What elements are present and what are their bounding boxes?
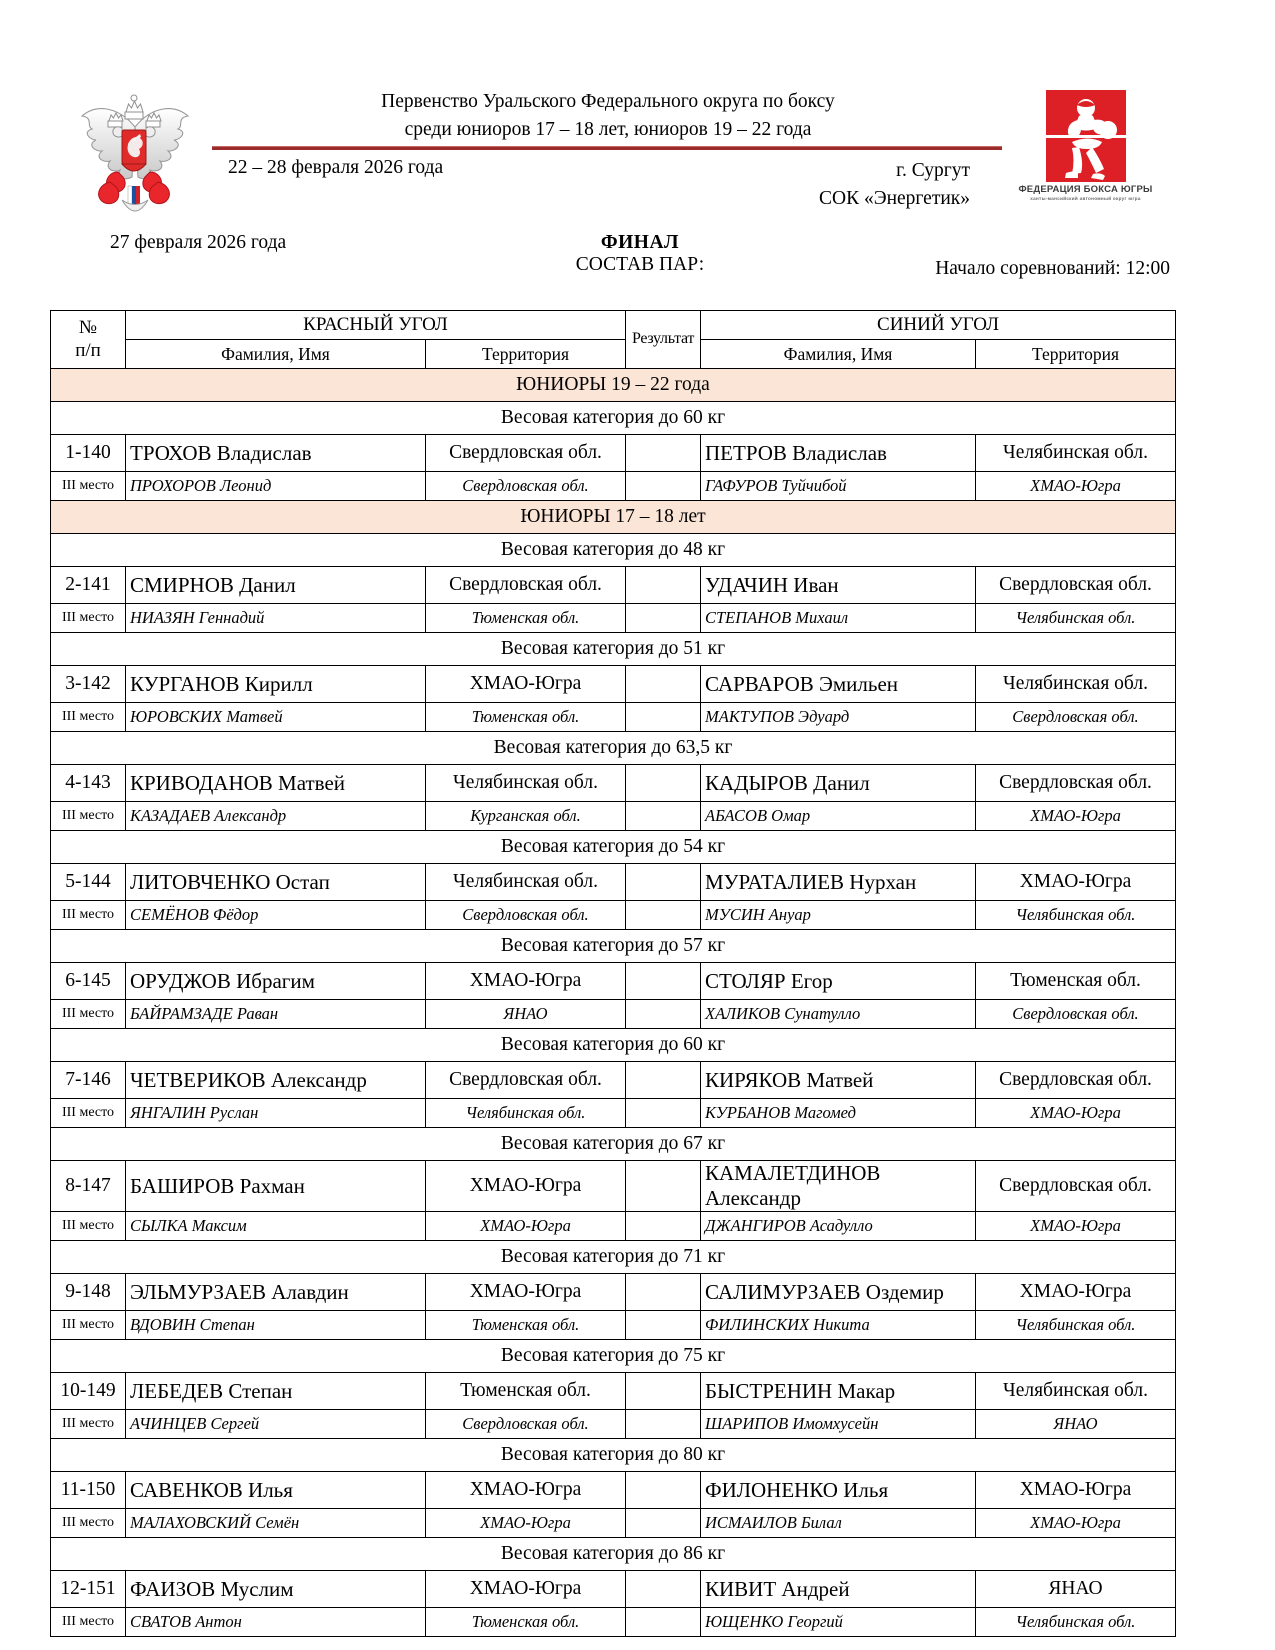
third-place-red-corner-territory: Свердловская обл.: [426, 472, 626, 501]
third-place-blue-corner-territory: ХМАО-Югра: [976, 802, 1176, 831]
red-corner-territory: Свердловская обл.: [426, 1062, 626, 1099]
weight-category-row: [51, 1439, 1176, 1472]
weight-category-label: Весовая категория до 54 кг: [51, 831, 1176, 864]
blue-corner-territory: Челябинская обл.: [976, 435, 1176, 472]
third-place-red-corner-territory: Тюменская обл.: [426, 1608, 626, 1637]
red-corner-name: ФАИЗОВ Муслим: [126, 1571, 426, 1608]
column-header-blue-territory: Территория: [976, 340, 1176, 369]
third-place-blue-corner-name: МУСИН Ануар: [701, 901, 976, 930]
bout-row: [51, 666, 1176, 703]
third-place-blue-corner-territory: ЯНАО: [976, 1410, 1176, 1439]
third-place-row: [51, 901, 1176, 930]
bout-number: 7-146: [51, 1062, 126, 1099]
third-place-red-corner-territory: ЯНАО: [426, 1000, 626, 1029]
third-place-blue-corner-name: ХАЛИКОВ Сунатулло: [701, 1000, 976, 1029]
third-place-bout-number: III место: [51, 1509, 126, 1538]
table-header-row-2: [51, 340, 1176, 369]
third-place-row: [51, 1311, 1176, 1340]
third-place-bout-number: III место: [51, 604, 126, 633]
red-corner-territory: ХМАО-Югра: [426, 1571, 626, 1608]
title-line-1: Первенство Уральского Федерального округа по боксу: [381, 91, 835, 112]
red-corner-name: ТРОХОВ Владислав: [126, 435, 426, 472]
bout-number: 6-145: [51, 963, 126, 1000]
logo-stripe: [1046, 135, 1126, 138]
blue-corner-name: САРВАРОВ Эмильен: [701, 666, 976, 703]
blue-corner-territory: Свердловская обл.: [976, 1062, 1176, 1099]
third-place-result-cell: [626, 1311, 701, 1340]
third-place-row: [51, 472, 1176, 501]
third-place-red-corner-territory: Свердловская обл.: [426, 901, 626, 930]
bout-number: 11-150: [51, 1472, 126, 1509]
third-place-blue-corner-name: ФИЛИНСКИХ Никита: [701, 1311, 976, 1340]
blue-corner-name: ФИЛОНЕНКО Илья: [701, 1472, 976, 1509]
blue-corner-name: УДАЧИН Иван: [701, 567, 976, 604]
bout-number: 9-148: [51, 1274, 126, 1311]
third-place-row: [51, 1509, 1176, 1538]
weight-category-row: [51, 1538, 1176, 1571]
weight-category-row: [51, 1029, 1176, 1062]
third-place-bout-number: III место: [51, 802, 126, 831]
blue-corner-territory: Челябинская обл.: [976, 1373, 1176, 1410]
third-place-red-corner-territory: Челябинская обл.: [426, 1099, 626, 1128]
third-place-bout-number: III место: [51, 1410, 126, 1439]
third-place-result-cell: [626, 1509, 701, 1538]
blue-corner-territory: ХМАО-Югра: [976, 864, 1176, 901]
third-place-red-corner-territory: Курганская обл.: [426, 802, 626, 831]
red-corner-territory: Свердловская обл.: [426, 567, 626, 604]
third-place-blue-corner-name: ЮЩЕНКО Георгий: [701, 1608, 976, 1637]
third-place-bout-number: III место: [51, 1000, 126, 1029]
blue-corner-name: КИВИТ Андрей: [701, 1571, 976, 1608]
weight-category-row: [51, 534, 1176, 567]
bout-row: [51, 1571, 1176, 1608]
age-group-row: [51, 369, 1176, 402]
third-place-blue-corner-name: КУРБАНОВ Магомед: [701, 1099, 976, 1128]
event-location: [700, 157, 970, 212]
third-place-blue-corner-territory: ХМАО-Югра: [976, 1212, 1176, 1241]
result-cell: [626, 1571, 701, 1608]
bout-number: 3-142: [51, 666, 126, 703]
third-place-result-cell: [626, 472, 701, 501]
third-place-blue-corner-name: СТЕПАНОВ Михаил: [701, 604, 976, 633]
third-place-blue-corner-territory: Челябинская обл.: [976, 604, 1176, 633]
third-place-row: [51, 1410, 1176, 1439]
column-header-red-territory: Территория: [426, 340, 626, 369]
blue-corner-name: МУРАТАЛИЕВ Нурхан: [701, 864, 976, 901]
result-cell: [626, 1062, 701, 1099]
third-place-row: [51, 802, 1176, 831]
blue-corner-name: ПЕТРОВ Владислав: [701, 435, 976, 472]
russian-boxing-federation-emblem-icon: [70, 82, 200, 217]
result-cell: [626, 864, 701, 901]
red-corner-territory: ХМАО-Югра: [426, 666, 626, 703]
weight-category-row: [51, 633, 1176, 666]
third-place-bout-number: III место: [51, 1212, 126, 1241]
red-corner-territory: Тюменская обл.: [426, 1373, 626, 1410]
red-corner-territory: Челябинская обл.: [426, 765, 626, 802]
red-corner-territory: ХМАО-Югра: [426, 1274, 626, 1311]
document-header: [0, 0, 1275, 215]
event-venue: СОК «Энергетик»: [818, 187, 970, 209]
bout-row: [51, 1472, 1176, 1509]
bout-pairs-table: [50, 310, 1176, 1637]
weight-category-row: [51, 831, 1176, 864]
column-header-blue-corner: СИНИЙ УГОЛ: [701, 311, 1176, 340]
red-corner-name: ЛЕБЕДЕВ Степан: [126, 1373, 426, 1410]
red-corner-name: КРИВОДАНОВ Матвей: [126, 765, 426, 802]
table-body: [51, 369, 1176, 1637]
weight-category-label: Весовая категория до 75 кг: [51, 1340, 1176, 1373]
bout-number: 2-141: [51, 567, 126, 604]
third-place-blue-corner-territory: ХМАО-Югра: [976, 472, 1176, 501]
bout-number: 5-144: [51, 864, 126, 901]
third-place-row: [51, 604, 1176, 633]
competition-day-date: 27 февраля 2026 года: [110, 232, 287, 253]
weight-category-label: Весовая категория до 63,5 кг: [51, 732, 1176, 765]
red-corner-territory: ХМАО-Югра: [426, 963, 626, 1000]
third-place-result-cell: [626, 703, 701, 732]
bout-number: 10-149: [51, 1373, 126, 1410]
red-corner-territory: ХМАО-Югра: [426, 1472, 626, 1509]
blue-corner-name: БЫСТРЕНИН Макар: [701, 1373, 976, 1410]
age-group-row: [51, 501, 1176, 534]
third-place-blue-corner-name: ГАФУРОВ Туйчибой: [701, 472, 976, 501]
blue-corner-name: САЛИМУРЗАЕВ Оздемир: [701, 1274, 976, 1311]
header-second-row: [0, 232, 1275, 278]
third-place-bout-number: III место: [51, 703, 126, 732]
third-place-red-corner-name: СВАТОВ Антон: [126, 1608, 426, 1637]
age-group-label: ЮНИОРЫ 17 – 18 лет: [51, 501, 1176, 534]
blue-corner-territory: Свердловская обл.: [976, 567, 1176, 604]
red-corner-name: СМИРНОВ Данил: [126, 567, 426, 604]
blue-corner-territory: ЯНАО: [976, 1571, 1176, 1608]
result-cell: [626, 765, 701, 802]
weight-category-label: Весовая категория до 71 кг: [51, 1241, 1176, 1274]
red-corner-name: ОРУДЖОВ Ибрагим: [126, 963, 426, 1000]
third-place-row: [51, 703, 1176, 732]
federation-logo-text: ФЕДЕРАЦИЯ БОКСА ЮГРЫ: [1018, 184, 1153, 195]
third-place-result-cell: [626, 802, 701, 831]
red-corner-name: ЧЕТВЕРИКОВ Александр: [126, 1062, 426, 1099]
column-header-red-name: Фамилия, Имя: [126, 340, 426, 369]
third-place-bout-number: III место: [51, 1608, 126, 1637]
weight-category-label: Весовая категория до 86 кг: [51, 1538, 1176, 1571]
bout-row: [51, 1274, 1176, 1311]
third-place-red-corner-name: ВДОВИН Степан: [126, 1311, 426, 1340]
third-place-blue-corner-name: ДЖАНГИРОВ Асадулло: [701, 1212, 976, 1241]
weight-category-label: Весовая категория до 60 кг: [51, 402, 1176, 435]
bout-number: 4-143: [51, 765, 126, 802]
bout-row: [51, 864, 1176, 901]
third-place-red-corner-name: БАЙРАМЗАДЕ Раван: [126, 1000, 426, 1029]
table-head: [51, 311, 1176, 369]
stage-label: ФИНАЛ: [600, 232, 680, 253]
third-place-result-cell: [626, 1608, 701, 1637]
column-header-number-line1: №: [78, 317, 98, 339]
third-place-bout-number: III место: [51, 1099, 126, 1128]
red-corner-name: КУРГАНОВ Кирилл: [126, 666, 426, 703]
red-corner-territory: ХМАО-Югра: [426, 1161, 626, 1212]
column-header-blue-name: Фамилия, Имя: [701, 340, 976, 369]
event-dates: 22 – 28 февраля 2026 года: [228, 157, 444, 178]
bout-number: 12-151: [51, 1571, 126, 1608]
yugra-boxing-federation-logo: [1018, 90, 1153, 208]
bout-row: [51, 1161, 1176, 1212]
result-cell: [626, 435, 701, 472]
third-place-result-cell: [626, 1410, 701, 1439]
third-place-red-corner-territory: ХМАО-Югра: [426, 1509, 626, 1538]
federation-logo-subtext: ханты-мансийский автономный округ югра: [1030, 195, 1141, 201]
third-place-red-corner-name: СЕМЁНОВ Фёдор: [126, 901, 426, 930]
weight-category-row: [51, 1241, 1176, 1274]
third-place-blue-corner-territory: Челябинская обл.: [976, 901, 1176, 930]
pairs-subtitle: СОСТАВ ПАР:: [575, 254, 705, 275]
bout-row: [51, 1373, 1176, 1410]
result-cell: [626, 1274, 701, 1311]
third-place-result-cell: [626, 1099, 701, 1128]
third-place-red-corner-name: АЧИНЦЕВ Сергей: [126, 1410, 426, 1439]
weight-category-row: [51, 732, 1176, 765]
document-title: [228, 88, 988, 145]
third-place-result-cell: [626, 604, 701, 633]
weight-category-label: Весовая категория до 48 кг: [51, 534, 1176, 567]
column-header-red-corner: КРАСНЫЙ УГОЛ: [126, 311, 626, 340]
bout-number: 1-140: [51, 435, 126, 472]
column-header-number: [51, 311, 126, 369]
third-place-blue-corner-territory: Свердловская обл.: [976, 1000, 1176, 1029]
bout-row: [51, 435, 1176, 472]
column-header-number-line2: п/п: [75, 339, 101, 361]
blue-corner-name: КАМАЛЕТДИНОВ Александр: [701, 1161, 976, 1212]
third-place-bout-number: III место: [51, 472, 126, 501]
weight-category-label: Весовая категория до 60 кг: [51, 1029, 1176, 1062]
federation-logo-caption: [1018, 185, 1153, 202]
third-place-red-corner-name: НИАЗЯН Геннадий: [126, 604, 426, 633]
third-place-blue-corner-territory: ХМАО-Югра: [976, 1099, 1176, 1128]
third-place-red-corner-territory: Тюменская обл.: [426, 1311, 626, 1340]
result-cell: [626, 963, 701, 1000]
third-place-red-corner-territory: Тюменская обл.: [426, 604, 626, 633]
third-place-blue-corner-name: ИСМАИЛОВ Билал: [701, 1509, 976, 1538]
weight-category-row: [51, 930, 1176, 963]
red-corner-territory: Челябинская обл.: [426, 864, 626, 901]
third-place-red-corner-name: КАЗАДАЕВ Александр: [126, 802, 426, 831]
stage-block: [420, 232, 860, 276]
third-place-blue-corner-territory: Свердловская обл.: [976, 703, 1176, 732]
blue-corner-territory: Свердловская обл.: [976, 1161, 1176, 1212]
blue-corner-name: КАДЫРОВ Данил: [701, 765, 976, 802]
weight-category-label: Весовая категория до 80 кг: [51, 1439, 1176, 1472]
third-place-blue-corner-territory: ХМАО-Югра: [976, 1509, 1176, 1538]
third-place-red-corner-name: ЯНГАЛИН Руслан: [126, 1099, 426, 1128]
third-place-row: [51, 1608, 1176, 1637]
result-cell: [626, 1161, 701, 1212]
bout-row: [51, 1062, 1176, 1099]
third-place-result-cell: [626, 1000, 701, 1029]
red-corner-name: ЛИТОВЧЕНКО Остап: [126, 864, 426, 901]
third-place-red-corner-territory: ХМАО-Югра: [426, 1212, 626, 1241]
weight-category-row: [51, 1128, 1176, 1161]
third-place-red-corner-name: СЫЛКА Максим: [126, 1212, 426, 1241]
bout-row: [51, 567, 1176, 604]
start-time: Начало соревнований: 12:00: [935, 258, 1170, 279]
third-place-red-corner-name: ЮРОВСКИХ Матвей: [126, 703, 426, 732]
third-place-blue-corner-name: МАКТУПОВ Эдуард: [701, 703, 976, 732]
bout-number: 8-147: [51, 1161, 126, 1212]
blue-corner-territory: Тюменская обл.: [976, 963, 1176, 1000]
table-header-row-1: [51, 311, 1176, 340]
blue-corner-territory: ХМАО-Югра: [976, 1472, 1176, 1509]
third-place-row: [51, 1000, 1176, 1029]
column-header-result: Результат: [626, 311, 701, 369]
blue-corner-territory: ХМАО-Югра: [976, 1274, 1176, 1311]
weight-category-label: Весовая категория до 51 кг: [51, 633, 1176, 666]
third-place-blue-corner-territory: Челябинская обл.: [976, 1608, 1176, 1637]
bout-row: [51, 765, 1176, 802]
result-cell: [626, 1472, 701, 1509]
event-city: г. Сургут: [896, 160, 970, 181]
blue-corner-name: СТОЛЯР Егор: [701, 963, 976, 1000]
third-place-red-corner-name: МАЛАХОВСКИЙ Семён: [126, 1509, 426, 1538]
result-cell: [626, 666, 701, 703]
third-place-result-cell: [626, 1212, 701, 1241]
red-corner-territory: Свердловская обл.: [426, 435, 626, 472]
blue-corner-territory: Челябинская обл.: [976, 666, 1176, 703]
third-place-result-cell: [626, 901, 701, 930]
age-group-label: ЮНИОРЫ 19 – 22 года: [51, 369, 1176, 402]
blue-corner-name: КИРЯКОВ Матвей: [701, 1062, 976, 1099]
result-cell: [626, 1373, 701, 1410]
weight-category-label: Весовая категория до 67 кг: [51, 1128, 1176, 1161]
title-line-2: среди юниоров 17 – 18 лет, юниоров 19 – 22 года: [404, 119, 812, 141]
blue-corner-territory: Свердловская обл.: [976, 765, 1176, 802]
third-place-blue-corner-territory: Челябинская обл.: [976, 1311, 1176, 1340]
third-place-red-corner-territory: Тюменская обл.: [426, 703, 626, 732]
third-place-bout-number: III место: [51, 1311, 126, 1340]
weight-category-row: [51, 1340, 1176, 1373]
third-place-blue-corner-name: ШАРИПОВ Имомхусейн: [701, 1410, 976, 1439]
third-place-red-corner-territory: Свердловская обл.: [426, 1410, 626, 1439]
bout-row: [51, 963, 1176, 1000]
weight-category-label: Весовая категория до 57 кг: [51, 930, 1176, 963]
red-corner-name: ЭЛЬМУРЗАЕВ Алавдин: [126, 1274, 426, 1311]
third-place-blue-corner-name: АБАСОВ Омар: [701, 802, 976, 831]
third-place-row: [51, 1212, 1176, 1241]
third-place-red-corner-name: ПРОХОРОВ Леонид: [126, 472, 426, 501]
third-place-bout-number: III место: [51, 901, 126, 930]
red-corner-name: БАШИРОВ Рахман: [126, 1161, 426, 1212]
red-corner-name: САВЕНКОВ Илья: [126, 1472, 426, 1509]
boxer-logo-icon: [1046, 90, 1126, 182]
weight-category-row: [51, 402, 1176, 435]
result-cell: [626, 567, 701, 604]
third-place-row: [51, 1099, 1176, 1128]
header-divider: [212, 146, 1002, 150]
